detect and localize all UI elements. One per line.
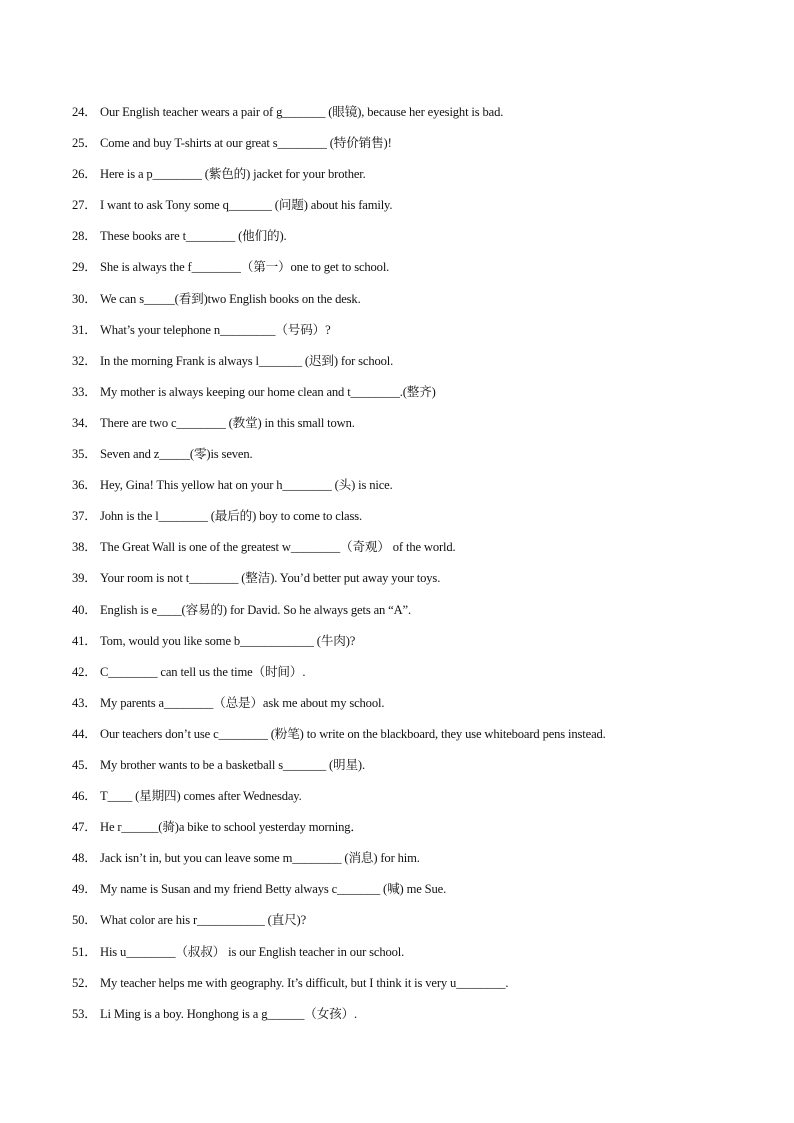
question-item	[72, 506, 762, 537]
question-item	[72, 475, 762, 506]
question-number: 51．	[72, 944, 97, 959]
question-item	[72, 102, 762, 133]
question-number: 28．	[72, 229, 97, 244]
question-number: 47．	[72, 820, 97, 835]
question-number: 36．	[72, 478, 97, 493]
question-number: 24．	[72, 105, 97, 119]
question-text: What’s your telephone n_________（号码）?	[100, 322, 331, 337]
question-text: Our teachers don’t use c________ (粉笔) to write on the blackboard, they use whiteboard pens instead.	[100, 726, 606, 741]
question-text: What color are his r___________ (直尺)?	[100, 913, 307, 928]
question-text: These books are t________ (他们的).	[100, 229, 287, 244]
question-text: My parents a________（总是）ask me about my school.	[100, 695, 385, 710]
question-item	[72, 631, 762, 662]
question-number: 33．	[72, 384, 97, 399]
question-item	[72, 195, 762, 226]
question-text: Come and buy T-shirts at our great s________ (特价销售)!	[100, 136, 392, 151]
question-text: Jack isn’t in, but you can leave some m________ (消息) for him.	[100, 851, 420, 866]
question-text: We can s_____(看到)two English books on the desk.	[100, 291, 361, 306]
question-item	[72, 910, 762, 941]
question-number: 26．	[72, 167, 97, 182]
question-item	[72, 257, 762, 288]
question-text: John is the l________ (最后的) boy to come to class.	[100, 509, 362, 524]
question-text: Our English teacher wears a pair of g_______ (眼镜), because her eyesight is bad.	[100, 105, 504, 119]
question-number: 49．	[72, 882, 97, 897]
question-item	[72, 942, 762, 973]
question-number: 32．	[72, 353, 97, 368]
question-text: I want to ask Tony some q_______ (问题) about his family.	[100, 198, 393, 213]
question-number: 43．	[72, 695, 97, 710]
question-text: She is always the f________（第一）one to get to school.	[100, 260, 390, 275]
question-text: My teacher helps me with geography. It’s difficult, but I think it is very u________.	[100, 975, 509, 990]
question-item	[72, 133, 762, 164]
question-number: 39．	[72, 571, 97, 586]
question-item	[72, 226, 762, 257]
question-item	[72, 973, 762, 1004]
question-text: T____ (星期四) comes after Wednesday.	[100, 789, 302, 804]
question-text: C________ can tell us the time（时间）.	[100, 664, 306, 679]
question-item	[72, 351, 762, 382]
question-text: Your room is not t________ (整洁). You’d better put away your toys.	[100, 571, 441, 586]
question-number: 25．	[72, 136, 97, 151]
question-item	[72, 382, 762, 413]
question-item	[72, 817, 762, 848]
question-number: 30．	[72, 291, 97, 306]
question-number: 27．	[72, 198, 97, 213]
question-number: 29．	[72, 260, 97, 275]
question-number: 31．	[72, 322, 97, 337]
question-text: Seven and z_____(零)is seven.	[100, 447, 253, 462]
question-number: 37．	[72, 509, 97, 524]
question-number: 35．	[72, 447, 97, 462]
question-number: 42．	[72, 664, 97, 679]
question-text: Tom, would you like some b____________ (牛肉)?	[100, 633, 356, 648]
question-text: In the morning Frank is always l_______ (迟到) for school.	[100, 353, 394, 368]
question-item	[72, 786, 762, 817]
question-text: English is e____(容易的) for David. So he always gets an “A”.	[100, 602, 411, 617]
question-item	[72, 600, 762, 631]
question-text: My brother wants to be a basketball s_______ (明星).	[100, 757, 365, 772]
question-number: 45．	[72, 757, 97, 772]
question-number: 50．	[72, 913, 97, 928]
question-text: He r______(骑)a bike to school yesterday morning．	[100, 820, 363, 835]
question-item	[72, 1004, 762, 1035]
question-text: Here is a p________ (紫色的) jacket for your brother.	[100, 167, 366, 182]
question-item	[72, 724, 762, 755]
question-item	[72, 164, 762, 195]
question-item	[72, 320, 762, 351]
question-item	[72, 662, 762, 693]
question-text: Li Ming is a boy. Honghong is a g______（女孩）.	[100, 1006, 358, 1021]
question-number: 53．	[72, 1006, 97, 1021]
question-text: My name is Susan and my friend Betty always c_______ (喊) me Sue.	[100, 882, 447, 897]
question-text: Hey, Gina! This yellow hat on your h________ (头) is nice.	[100, 478, 393, 493]
question-text: His u________（叔叔） is our English teacher in our school.	[100, 944, 405, 959]
question-item	[72, 568, 762, 599]
question-number: 52．	[72, 975, 97, 990]
question-number: 44．	[72, 726, 97, 741]
question-item	[72, 289, 762, 320]
question-item	[72, 693, 762, 724]
question-item	[72, 755, 762, 786]
question-number: 34．	[72, 415, 97, 430]
question-number: 48．	[72, 851, 97, 866]
question-item	[72, 879, 762, 910]
question-text: The Great Wall is one of the greatest w________（奇观） of the world.	[100, 540, 456, 555]
question-list	[72, 102, 762, 1035]
question-number: 38．	[72, 540, 97, 555]
question-number: 46．	[72, 789, 97, 804]
question-item	[72, 444, 762, 475]
question-number: 41．	[72, 633, 97, 648]
question-item	[72, 537, 762, 568]
question-item	[72, 848, 762, 879]
question-text: There are two c________ (教堂) in this small town.	[100, 415, 355, 430]
question-number: 40．	[72, 602, 97, 617]
question-text: My mother is always keeping our home clean and t________.(整齐)	[100, 384, 436, 399]
question-item	[72, 413, 762, 444]
